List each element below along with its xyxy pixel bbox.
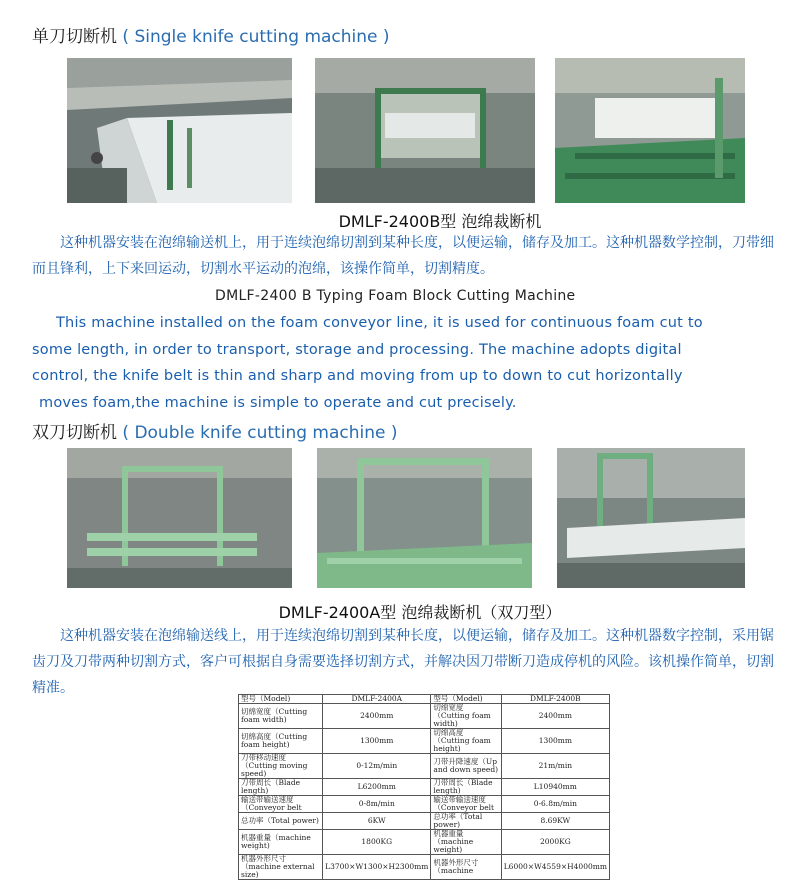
single-knife-photo-3 — [555, 58, 745, 203]
spec-value-a: 0-8m/min — [323, 796, 431, 813]
section-title-en: ( Double knife cutting machine ) — [122, 423, 398, 443]
table-row — [239, 754, 610, 779]
spec-value-b: 0-6.8m/min — [501, 796, 609, 813]
table-row — [239, 855, 610, 880]
section-title-single-knife — [32, 22, 390, 47]
spec-value-b: L6000×W4559×H4000mm — [501, 855, 609, 880]
spec-label-b: 机器重量（machine weight) — [431, 830, 501, 855]
spec-label-b: 切绵高度（Cutting foam height) — [431, 729, 501, 754]
spec-label-b: 刀带周长（Blade length) — [431, 779, 501, 796]
section-title-cn: 双刀切断机 — [32, 423, 117, 443]
spec-label-a: 刀带周长（Blade length) — [239, 779, 323, 796]
spec-label-a: 刀带移动速度（Cutting moving speed) — [239, 754, 323, 779]
product-title-en-2400b: DMLF-2400 B Typing Foam Block Cutting Machine — [215, 288, 576, 304]
spec-value-b: 1300mm — [501, 729, 609, 754]
spec-label-b: 型号（Model) — [431, 695, 501, 704]
product-description-cn-2400a: 这种机器安装在泡绵输送线上，用于连续泡绵切割到某种长度，以便运输，储存及加工。这种机器数字控制，采用锯齿刀及刀带两种切割方式，客户可根据自身需要选择切割方式，并解决因刀带断刀造成停机的风险。该机操作简单，切割精准。 — [32, 628, 774, 696]
en-line: moves foam,the machine is simple to operate and cut precisely. — [39, 394, 517, 411]
spec-table — [238, 694, 610, 880]
spec-value-a: 2400mm — [323, 704, 431, 729]
spec-label-a: 型号（Model) — [239, 695, 323, 704]
spec-label-b: 机器外形尺寸（machine — [431, 855, 501, 880]
spec-value-a: 6KW — [323, 813, 431, 830]
spec-label-b: 刀带升降速度（Up and down speed) — [431, 754, 501, 779]
spec-label-a: 机器外形尺寸（machine external size) — [239, 855, 323, 880]
double-knife-photo-1 — [67, 448, 292, 588]
en-line: This machine installed on the foam conveyor line, it is used for continuous foam cut to — [56, 315, 703, 331]
product-description-en-2400b — [32, 310, 792, 416]
spec-value-b: L10940mm — [501, 779, 609, 796]
single-knife-photo-1 — [67, 58, 292, 203]
spec-label-b: 切绵宽度（Cutting foam width) — [431, 704, 501, 729]
spec-value-a: 1800KG — [323, 830, 431, 855]
spec-value-a: L3700×W1300×H2300mm — [323, 855, 431, 880]
spec-label-a: 切绵宽度（Cutting foam width) — [239, 704, 323, 729]
en-line: control, the knife belt is thin and sharp and moving from up to down to cut horizontally — [32, 368, 683, 384]
product-caption-2400a: DMLF-2400A型 泡绵裁断机（双刀型） — [278, 603, 562, 622]
table-row — [239, 779, 610, 796]
spec-value-b: 2000KG — [501, 830, 609, 855]
single-knife-photo-2 — [315, 58, 535, 203]
spec-value-a: 1300mm — [323, 729, 431, 754]
spec-label-a: 总功率（Total power) — [239, 813, 323, 830]
spec-label-b: 总功率（Total power) — [431, 813, 501, 830]
spec-label-a: 输送带输送速度（Conveyor belt — [239, 796, 323, 813]
section-title-cn: 单刀切断机 — [32, 27, 117, 47]
table-row — [239, 704, 610, 729]
spec-value-a: 0-12m/min — [323, 754, 431, 779]
spec-label-a: 机器重量（machine weight) — [239, 830, 323, 855]
table-row — [239, 729, 610, 754]
product-caption-2400b: DMLF-2400B型 泡绵裁断机 — [338, 212, 542, 231]
section-title-double-knife — [32, 418, 398, 443]
spec-label-a: 切绵高度（Cutting foam height) — [239, 729, 323, 754]
en-line: some length, in order to transport, storage and processing. The machine adopts digital — [32, 341, 682, 358]
spec-value-b: 8.69KW — [501, 813, 609, 830]
table-row — [239, 813, 610, 830]
section-title-en: ( Single knife cutting machine ) — [122, 27, 390, 47]
double-knife-photo-3 — [557, 448, 745, 588]
spec-value-b: 21m/min — [501, 754, 609, 779]
spec-value-b: DMLF-2400B — [501, 695, 609, 704]
spec-label-b: 输送带输送速度（Conveyor belt — [431, 796, 501, 813]
spec-value-b: 2400mm — [501, 704, 609, 729]
double-knife-photo-2 — [317, 448, 532, 588]
product-description-cn-2400b: 这种机器安装在泡绵输送机上，用于连续泡绵切割到某种长度，以便运输，储存及加工。这种机器数学控制，刀带细而且锋利，上下来回运动，切割水平运动的泡绵，该操作简单，切割精度。 — [32, 235, 774, 277]
spec-value-a: DMLF-2400A — [323, 695, 431, 704]
table-row — [239, 796, 610, 813]
table-row — [239, 830, 610, 855]
spec-value-a: L6200mm — [323, 779, 431, 796]
table-row — [239, 695, 610, 704]
